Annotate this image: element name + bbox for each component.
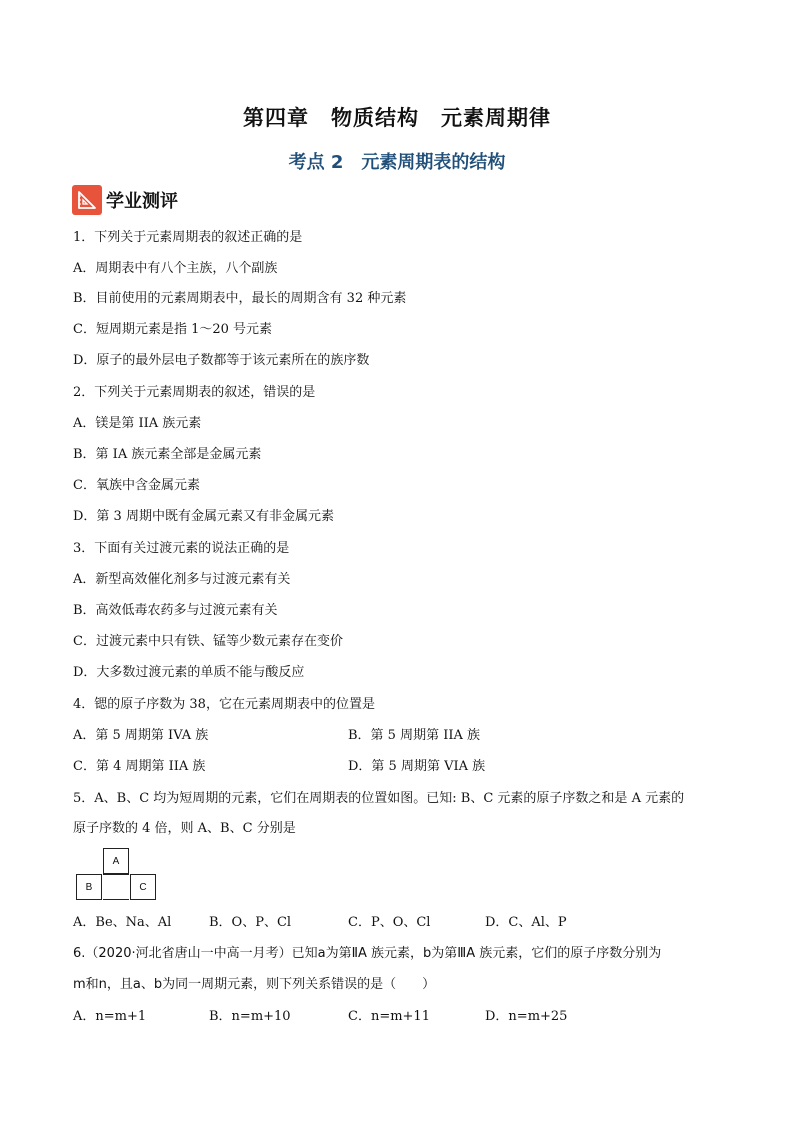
option-b: B．n=m+10 (209, 1009, 291, 1024)
option-d: D．C、Al、P (485, 915, 567, 930)
ruler-triangle-icon (72, 185, 102, 215)
option-b: B．高效低毒农药多与过渡元素有关 (73, 603, 278, 618)
section-label: 学业测评 (106, 191, 178, 212)
option-b: B．第 IA 族元素全部是金属元素 (73, 447, 262, 462)
option-c: C．过渡元素中只有铁、锰等少数元素存在变价 (73, 634, 343, 649)
option-c: C．氧族中含金属元素 (73, 478, 200, 493)
option-c: C．n=m+11 (348, 1009, 430, 1024)
option-a: A．周期表中有八个主族，八个副族 (73, 261, 278, 276)
section-header (72, 184, 178, 216)
option-d: D．第 3 周期中既有金属元素又有非金属元素 (73, 509, 334, 524)
question-stem: 1．下列关于元素周期表的叙述正确的是 (73, 230, 303, 245)
option-a: A．第 5 周期第 IVA 族 (73, 728, 209, 743)
option-a: A．新型高效催化剂多与过渡元素有关 (73, 572, 291, 587)
question-stem: 4．锶的原子序数为 38，它在元素周期表中的位置是 (73, 697, 375, 712)
option-a: A．Be、Na、Al (73, 915, 172, 930)
question-stem: 2．下列关于元素周期表的叙述，错误的是 (73, 385, 316, 400)
cell-c: C (130, 874, 156, 900)
question-stem-line: 原子序数的 4 倍，则 A、B、C 分别是 (73, 821, 296, 836)
question-stem-line: m和n，且a、b为同一周期元素，则下列关系错误的是（ ） (73, 977, 436, 992)
chapter-title: 第四章 物质结构 元素周期律 (243, 106, 551, 130)
cell-b: B (76, 874, 102, 900)
option-b: B．第 5 周期第 IIA 族 (348, 728, 481, 743)
periodic-position-diagram (76, 848, 160, 904)
option-a: A．镁是第 IIA 族元素 (73, 416, 202, 431)
question-stem: 3．下面有关过渡元素的说法正确的是 (73, 541, 290, 556)
option-c: C．第 4 周期第 IIA 族 (73, 759, 206, 774)
option-d: D．原子的最外层电子数都等于该元素所在的族序数 (73, 353, 370, 368)
cell-a: A (103, 848, 129, 874)
option-d: D．大多数过渡元素的单质不能与酸反应 (73, 665, 305, 680)
option-c: C．短周期元素是指 1～20 号元素 (73, 322, 273, 337)
cell-blank (103, 874, 129, 900)
option-a: A．n=m+1 (73, 1009, 147, 1024)
topic-subtitle: 考点 2 元素周期表的结构 (288, 152, 506, 173)
option-b: B．目前使用的元素周期表中，最长的周期含有 32 种元素 (73, 291, 407, 306)
question-stem-line: 5．A、B、C 均为短周期的元素，它们在周期表的位置如图。已知: B、C 元素的原子序数之和是 A 元素的 (73, 791, 685, 806)
option-d: D．n=m+25 (485, 1009, 568, 1024)
question-stem-line: 6.（2020·河北省唐山一中高一月考）已知a为第ⅡA 族元素，b为第ⅢA 族元素，它们的原子序数分别为 (73, 946, 662, 961)
option-c: C．P、O、Cl (348, 915, 431, 930)
option-b: B．O、P、Cl (209, 915, 292, 930)
option-d: D．第 5 周期第 VIA 族 (348, 759, 486, 774)
